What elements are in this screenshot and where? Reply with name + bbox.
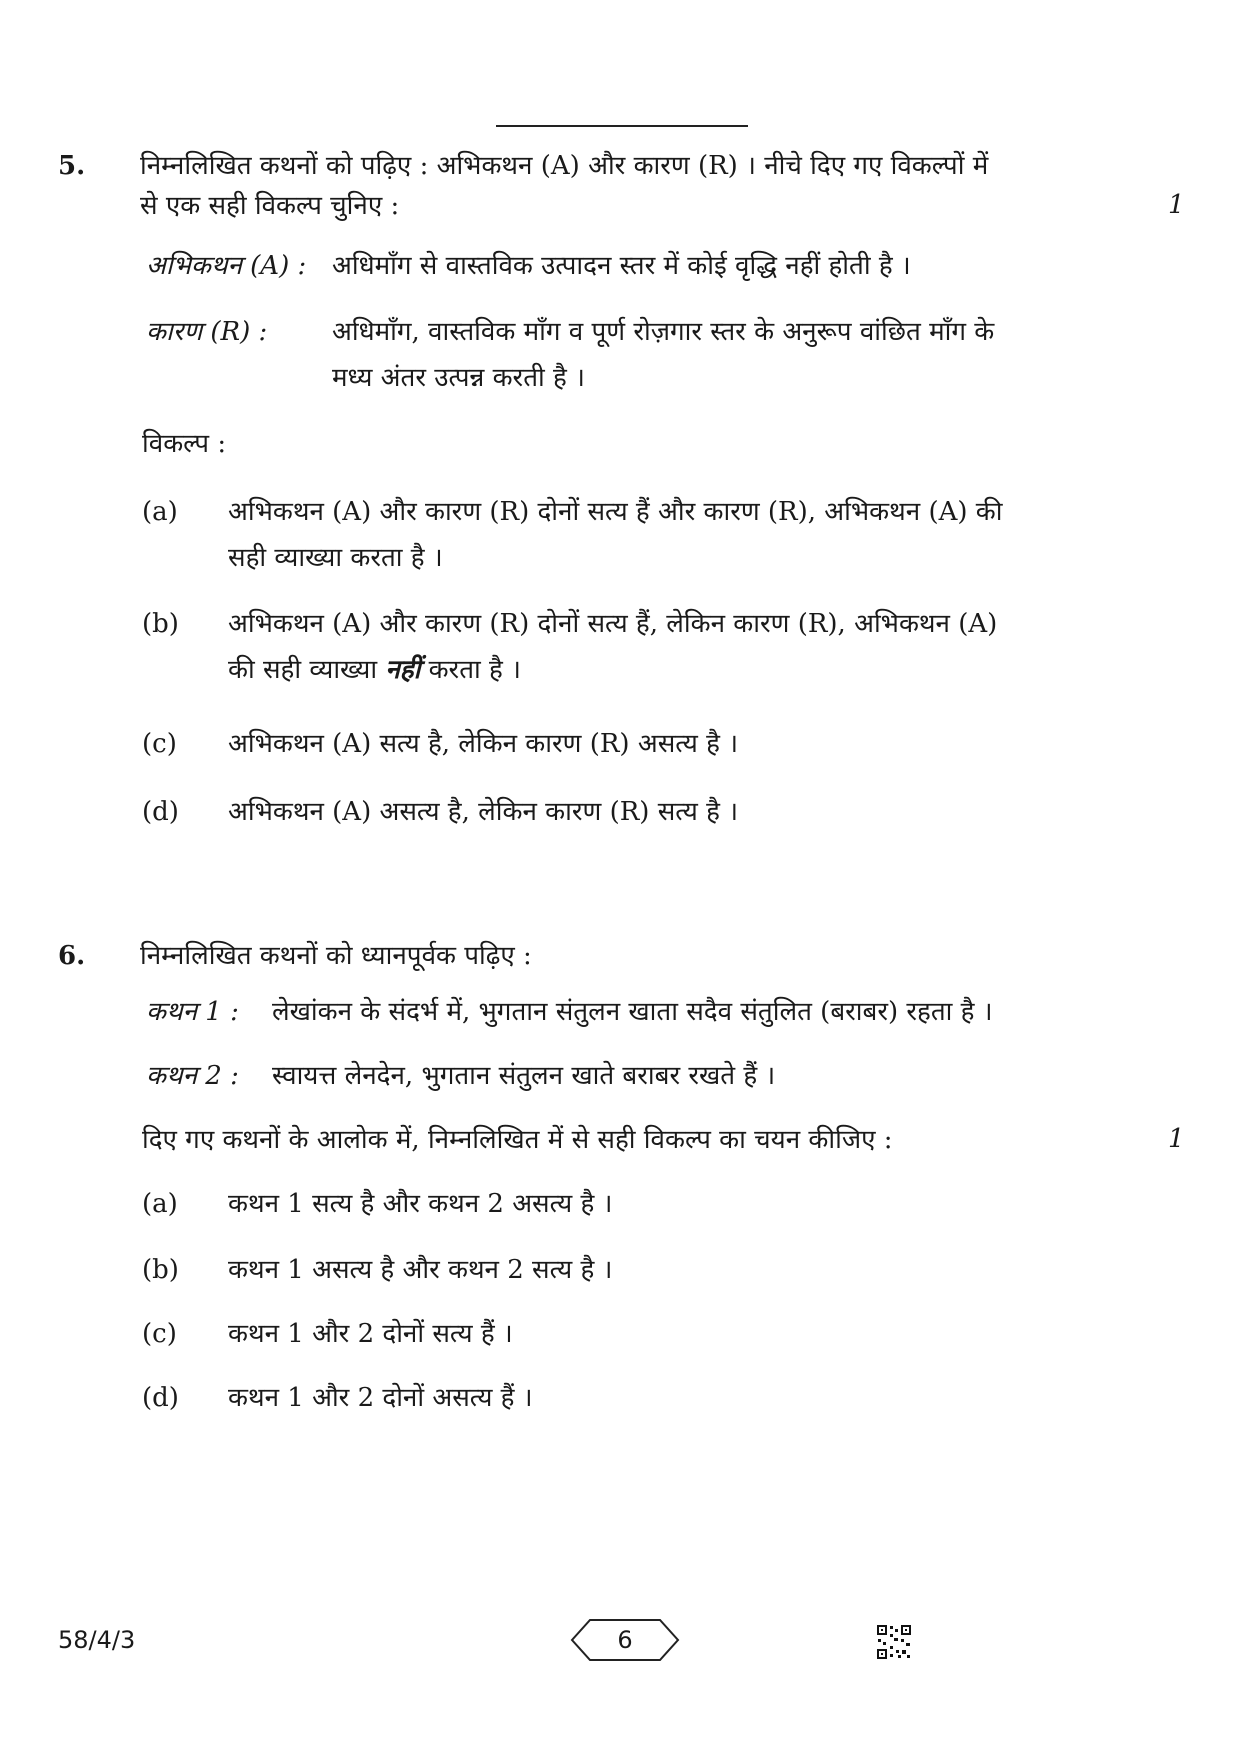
page-number-badge bbox=[570, 1618, 680, 1662]
q5-option-d-text: अभिकथन (A) असत्य है, लेकिन कारण (R) सत्य है । bbox=[228, 797, 739, 827]
question-6-number: 6. bbox=[58, 941, 86, 971]
q5-option-c-text: अभिकथन (A) सत्य है, लेकिन कारण (R) असत्य है । bbox=[228, 729, 739, 759]
assertion-label: अभिकथन (A) : bbox=[146, 251, 307, 281]
statement-1-label: कथन 1 : bbox=[146, 997, 239, 1027]
q6-option-b-letter: (b) bbox=[142, 1255, 179, 1285]
q6-option-d-text: कथन 1 और 2 दोनों असत्य हैं । bbox=[228, 1383, 533, 1413]
reason-line1: अधिमाँग, वास्तविक माँग व पूर्ण रोज़गार स्तर के अनुरूप वांछित माँग के bbox=[332, 317, 995, 347]
paper-code: 58/4/3 bbox=[58, 1626, 136, 1654]
assertion-text: अधिमाँग से वास्तविक उत्पादन स्तर में कोई वृद्धि नहीं होती है । bbox=[332, 251, 911, 281]
statement-2-label: कथन 2 : bbox=[146, 1061, 239, 1091]
q5-option-a-line2: सही व्याख्या करता है । bbox=[228, 543, 443, 573]
qr-code-icon bbox=[876, 1624, 912, 1660]
q6-option-a-text: कथन 1 सत्य है और कथन 2 असत्य है । bbox=[228, 1189, 613, 1219]
page-number: 6 bbox=[617, 1626, 633, 1654]
statement-2-text: स्वायत्त लेनदेन, भुगतान संतुलन खाते बराबर रखते हैं । bbox=[272, 1061, 776, 1091]
q5-option-b-line2-post: करता है । bbox=[428, 655, 521, 685]
q5-option-b-letter: (b) bbox=[142, 609, 179, 639]
q5-option-b-line2-pre: की सही व्याख्या bbox=[228, 655, 378, 685]
q5-option-a-letter: (a) bbox=[142, 497, 178, 527]
options-heading: विकल्प : bbox=[142, 429, 227, 459]
q6-option-b-text: कथन 1 असत्य है और कथन 2 सत्य है । bbox=[228, 1255, 613, 1285]
question-6-stem: निम्नलिखित कथनों को ध्यानपूर्वक पढ़िए : bbox=[140, 941, 532, 971]
question-5-stem-line1: निम्नलिखित कथनों को पढ़िए : अभिकथन (A) और कारण (R) । नीचे दिए गए विकल्पों में bbox=[140, 151, 989, 181]
q6-option-a-letter: (a) bbox=[142, 1189, 178, 1219]
question-6-marks: 1 bbox=[1168, 1124, 1185, 1154]
q5-option-b-line2 bbox=[228, 654, 521, 686]
q5-option-b-line1: अभिकथन (A) और कारण (R) दोनों सत्य हैं, लेकिन कारण (R), अभिकथन (A) bbox=[228, 609, 998, 639]
statement-1-text: लेखांकन के संदर्भ में, भुगतान संतुलन खाता सदैव संतुलित (बराबर) रहता है । bbox=[272, 997, 993, 1027]
question-5-marks: 1 bbox=[1168, 190, 1185, 220]
q6-option-c-letter: (c) bbox=[142, 1319, 177, 1349]
question-6-instruction: दिए गए कथनों के आलोक में, निम्नलिखित में से सही विकल्प का चयन कीजिए : bbox=[142, 1125, 893, 1155]
q6-option-d-letter: (d) bbox=[142, 1383, 179, 1413]
q5-option-a-line1: अभिकथन (A) और कारण (R) दोनों सत्य हैं और कारण (R), अभिकथन (A) की bbox=[228, 497, 1003, 527]
reason-line2: मध्य अंतर उत्पन्न करती है । bbox=[332, 363, 585, 393]
q5-option-c-letter: (c) bbox=[142, 729, 177, 759]
reason-label: कारण (R) : bbox=[146, 317, 268, 347]
question-5-number: 5. bbox=[58, 151, 86, 181]
question-5-stem-line2: से एक सही विकल्प चुनिए : bbox=[140, 191, 400, 221]
top-rule bbox=[496, 125, 748, 127]
q6-option-c-text: कथन 1 और 2 दोनों सत्य हैं । bbox=[228, 1319, 513, 1349]
q5-option-b-emphasis: नहीं bbox=[385, 655, 421, 685]
q5-option-d-letter: (d) bbox=[142, 797, 179, 827]
